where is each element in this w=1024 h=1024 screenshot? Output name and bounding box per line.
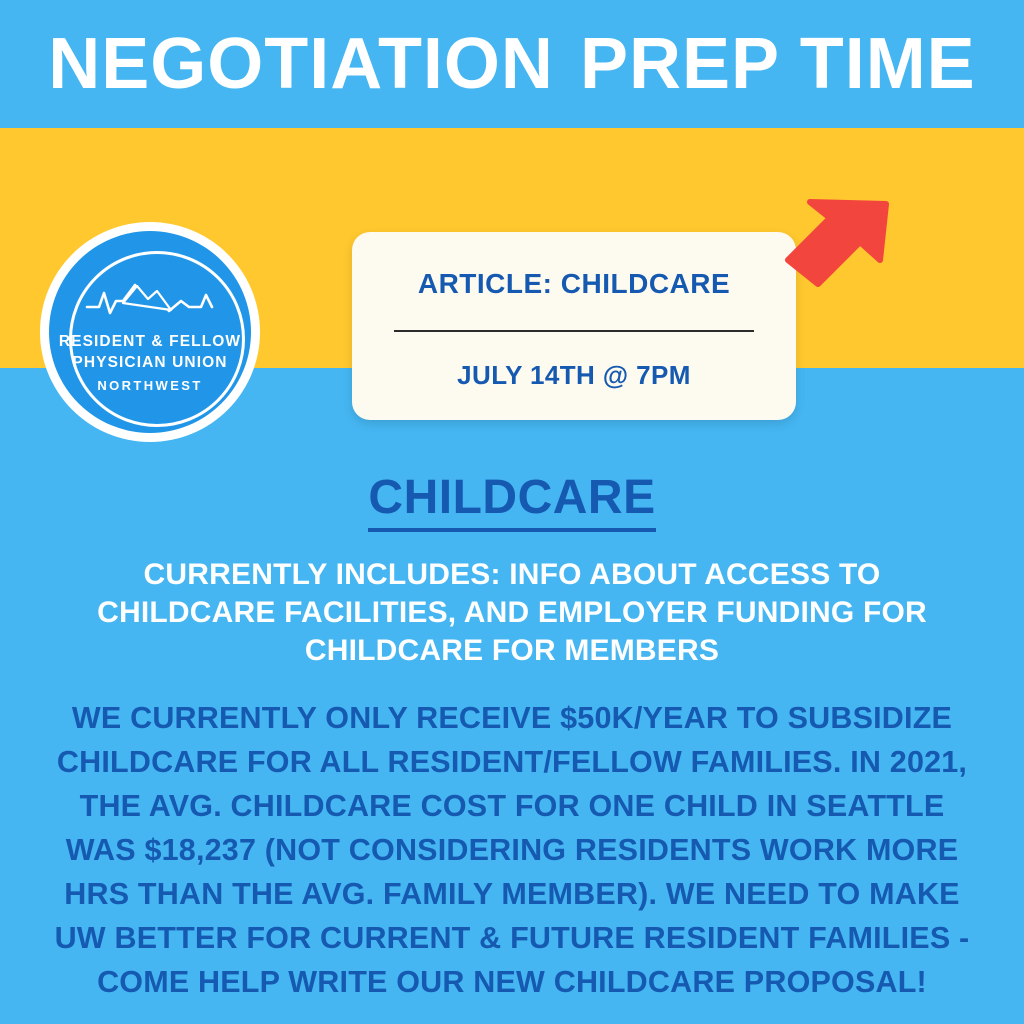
card-divider: [394, 330, 754, 332]
headline-word-1: NEGOTIATION: [48, 24, 554, 104]
event-article-title: ARTICLE: CHILDCARE: [417, 268, 731, 299]
headline-word-2: PREP TIME: [579, 24, 976, 104]
logo-name-line-1: RESIDENT & FELLOW: [58, 333, 242, 350]
logo-union-name: [49, 331, 251, 373]
event-datetime: JULY 14TH @ 7PM: [457, 360, 691, 390]
paragraph-details: WE CURRENTLY ONLY RECEIVE $50K/YEAR TO SUBSIDIZE CHILDCARE FOR ALL RESIDENT/FELLOW FAMILIES. IN 2021, THE AVG. CHILDCARE COST FOR ONE CHILD IN SEATTLE WAS $18,237 (NOT CONSIDERING RESIDENTS WORK MORE HRS THAN THE AVG. FAMILY MEMBER). WE NEED TO MAKE UW BETTER FOR CURRENT & FUTURE RESIDENT FAMILIES - COME HELP WRITE OUR NEW CHILDCARE PROPOSAL!: [54, 701, 970, 999]
heartbeat-mountain-icon: [85, 277, 215, 319]
header-banner: [0, 0, 1024, 128]
event-card: [352, 232, 796, 420]
logo-region: NORTHWEST: [97, 378, 203, 393]
paragraph-includes: CURRENTLY INCLUDES: INFO ABOUT ACCESS TO CHILDCARE FACILITIES, AND EMPLOYER FUNDING FOR CHILDCARE FOR MEMBERS: [97, 558, 927, 667]
section-heading-text: CHILDCARE: [368, 471, 655, 532]
logo-inner-circle: [49, 231, 251, 433]
logo-name-line-2: PHYSICIAN UNION: [72, 354, 228, 371]
page-title: [48, 24, 976, 104]
union-logo: [40, 222, 260, 442]
section-heading: [0, 470, 1024, 525]
arrow-pointer-icon: [752, 198, 892, 306]
